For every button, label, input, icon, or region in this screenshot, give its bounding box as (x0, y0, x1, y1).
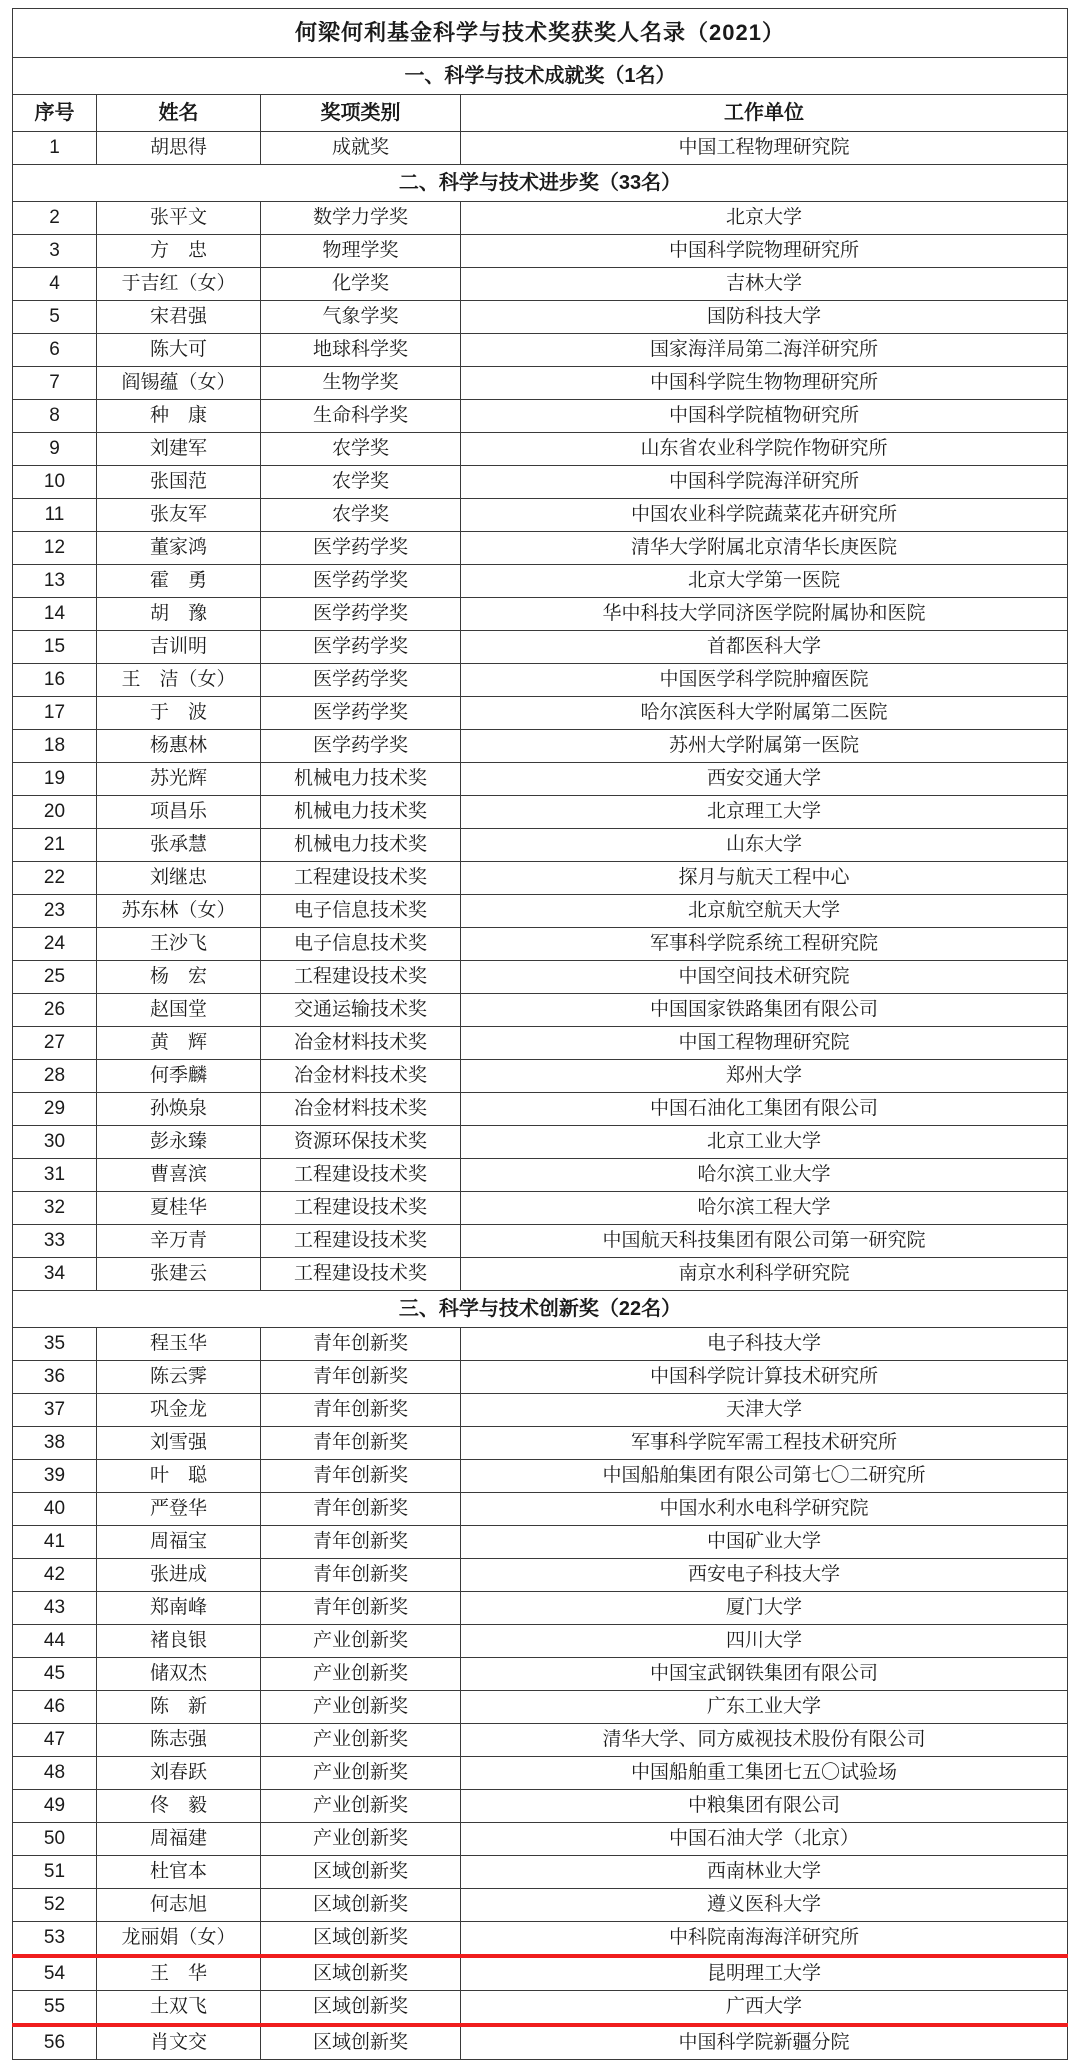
cell-name: 张国范 (97, 466, 261, 499)
cell-award: 产业创新奖 (261, 1757, 461, 1790)
cell-name: 苏光辉 (97, 763, 261, 796)
table-row (13, 132, 1068, 165)
table-row (13, 1394, 1068, 1427)
cell-unit: 广东工业大学 (461, 1691, 1068, 1724)
table-row (13, 796, 1068, 829)
cell-unit: 中国科学院新疆分院 (461, 2025, 1068, 2060)
cell-unit: 国家海洋局第二海洋研究所 (461, 334, 1068, 367)
cell-unit: 哈尔滨医科大学附属第二医院 (461, 697, 1068, 730)
cell-unit: 电子科技大学 (461, 1328, 1068, 1361)
cell-name: 项昌乐 (97, 796, 261, 829)
table-row (13, 1361, 1068, 1394)
cell-no: 53 (13, 1922, 97, 1957)
cell-unit: 中国科学院物理研究所 (461, 235, 1068, 268)
cell-award: 生物学奖 (261, 367, 461, 400)
cell-unit: 哈尔滨工业大学 (461, 1159, 1068, 1192)
table-row (13, 367, 1068, 400)
cell-unit: 中国宝武钢铁集团有限公司 (461, 1658, 1068, 1691)
cell-no: 10 (13, 466, 97, 499)
cell-unit: 四川大学 (461, 1625, 1068, 1658)
cell-name: 陈云霁 (97, 1361, 261, 1394)
table-row (13, 1460, 1068, 1493)
table-row (13, 1427, 1068, 1460)
table-header-row (13, 95, 1068, 132)
cell-no: 55 (13, 1991, 97, 2026)
cell-no: 2 (13, 202, 97, 235)
cell-no: 20 (13, 796, 97, 829)
cell-award: 产业创新奖 (261, 1823, 461, 1856)
cell-award: 冶金材料技术奖 (261, 1060, 461, 1093)
cell-unit: 山东省农业科学院作物研究所 (461, 433, 1068, 466)
section-heading-row (13, 58, 1068, 95)
cell-award: 区域创新奖 (261, 1991, 461, 2026)
cell-unit: 吉林大学 (461, 268, 1068, 301)
cell-no: 32 (13, 1192, 97, 1225)
section-heading: 二、科学与技术进步奖（33名） (13, 165, 1068, 202)
cell-award: 青年创新奖 (261, 1328, 461, 1361)
table-row (13, 268, 1068, 301)
cell-name: 陈大可 (97, 334, 261, 367)
cell-award: 农学奖 (261, 433, 461, 466)
cell-no: 4 (13, 268, 97, 301)
cell-award: 农学奖 (261, 499, 461, 532)
cell-name: 何季麟 (97, 1060, 261, 1093)
cell-unit: 苏州大学附属第一医院 (461, 730, 1068, 763)
cell-name: 周福建 (97, 1823, 261, 1856)
cell-unit: 昆明理工大学 (461, 1956, 1068, 1991)
cell-name: 土双飞 (97, 1991, 261, 2026)
cell-name: 褚良银 (97, 1625, 261, 1658)
cell-no: 11 (13, 499, 97, 532)
cell-unit: 中国科学院计算技术研究所 (461, 1361, 1068, 1394)
cell-no: 15 (13, 631, 97, 664)
cell-unit: 中国水利水电科学研究院 (461, 1493, 1068, 1526)
cell-name: 储双杰 (97, 1658, 261, 1691)
cell-unit: 中国医学科学院肿瘤医院 (461, 664, 1068, 697)
section-heading-row (13, 165, 1068, 202)
cell-no: 49 (13, 1790, 97, 1823)
cell-no: 45 (13, 1658, 97, 1691)
cell-no: 12 (13, 532, 97, 565)
table-row (13, 1823, 1068, 1856)
cell-name: 阎锡蕴（女） (97, 367, 261, 400)
cell-award: 机械电力技术奖 (261, 763, 461, 796)
cell-unit: 中国农业科学院蔬菜花卉研究所 (461, 499, 1068, 532)
cell-name: 杨惠林 (97, 730, 261, 763)
cell-unit: 军事科学院军需工程技术研究所 (461, 1427, 1068, 1460)
cell-award: 区域创新奖 (261, 1856, 461, 1889)
cell-no: 54 (13, 1956, 97, 1991)
cell-name: 方 忠 (97, 235, 261, 268)
cell-unit: 中国石油化工集团有限公司 (461, 1093, 1068, 1126)
table-row (13, 1658, 1068, 1691)
cell-award: 工程建设技术奖 (261, 862, 461, 895)
cell-name: 刘雪强 (97, 1427, 261, 1460)
cell-award: 产业创新奖 (261, 1658, 461, 1691)
cell-unit: 哈尔滨工程大学 (461, 1192, 1068, 1225)
cell-award: 冶金材料技术奖 (261, 1093, 461, 1126)
cell-name: 于 波 (97, 697, 261, 730)
cell-award: 医学药学奖 (261, 532, 461, 565)
cell-no: 35 (13, 1328, 97, 1361)
cell-name: 叶 聪 (97, 1460, 261, 1493)
cell-name: 董家鸿 (97, 532, 261, 565)
cell-unit: 中科院南海海洋研究所 (461, 1922, 1068, 1957)
cell-no: 47 (13, 1724, 97, 1757)
cell-name: 张平文 (97, 202, 261, 235)
cell-name: 刘继忠 (97, 862, 261, 895)
cell-name: 张进成 (97, 1559, 261, 1592)
cell-name: 王 洁（女） (97, 664, 261, 697)
cell-name: 种 康 (97, 400, 261, 433)
cell-unit: 广西大学 (461, 1991, 1068, 2026)
cell-award: 医学药学奖 (261, 565, 461, 598)
cell-name: 辛万青 (97, 1225, 261, 1258)
cell-award: 区域创新奖 (261, 1956, 461, 1991)
table-row (13, 1956, 1068, 1991)
cell-award: 农学奖 (261, 466, 461, 499)
table-row (13, 1856, 1068, 1889)
table-row (13, 1922, 1068, 1957)
cell-award: 生命科学奖 (261, 400, 461, 433)
cell-name: 张承慧 (97, 829, 261, 862)
section-heading: 一、科学与技术成就奖（1名） (13, 58, 1068, 95)
table-row (13, 862, 1068, 895)
cell-unit: 国防科技大学 (461, 301, 1068, 334)
cell-award: 区域创新奖 (261, 1922, 461, 1957)
cell-unit: 北京航空航天大学 (461, 895, 1068, 928)
table-row (13, 1159, 1068, 1192)
cell-no: 6 (13, 334, 97, 367)
cell-unit: 西安交通大学 (461, 763, 1068, 796)
cell-no: 18 (13, 730, 97, 763)
column-header-award: 奖项类别 (261, 95, 461, 132)
cell-no: 38 (13, 1427, 97, 1460)
table-row (13, 664, 1068, 697)
cell-unit: 北京大学第一医院 (461, 565, 1068, 598)
cell-name: 杜官本 (97, 1856, 261, 1889)
cell-award: 区域创新奖 (261, 1889, 461, 1922)
table-row (13, 1328, 1068, 1361)
table-row (13, 1889, 1068, 1922)
cell-unit: 中国科学院海洋研究所 (461, 466, 1068, 499)
cell-award: 交通运输技术奖 (261, 994, 461, 1027)
cell-award: 机械电力技术奖 (261, 796, 461, 829)
cell-award: 医学药学奖 (261, 598, 461, 631)
cell-award: 数学力学奖 (261, 202, 461, 235)
cell-no: 42 (13, 1559, 97, 1592)
cell-name: 吉训明 (97, 631, 261, 664)
column-header-no: 序号 (13, 95, 97, 132)
cell-award: 青年创新奖 (261, 1361, 461, 1394)
table-row (13, 994, 1068, 1027)
table-row (13, 928, 1068, 961)
table-row (13, 1225, 1068, 1258)
cell-unit: 天津大学 (461, 1394, 1068, 1427)
cell-no: 17 (13, 697, 97, 730)
cell-unit: 中国船舶集团有限公司第七〇二研究所 (461, 1460, 1068, 1493)
table-row (13, 763, 1068, 796)
page-title: 何梁何利基金科学与技术奖获奖人名录（2021） (13, 9, 1068, 58)
table-row (13, 466, 1068, 499)
table-row (13, 1991, 1068, 2026)
cell-award: 产业创新奖 (261, 1724, 461, 1757)
cell-no: 9 (13, 433, 97, 466)
cell-no: 1 (13, 132, 97, 165)
cell-no: 34 (13, 1258, 97, 1291)
cell-no: 7 (13, 367, 97, 400)
cell-award: 地球科学奖 (261, 334, 461, 367)
table-row (13, 1757, 1068, 1790)
table-row (13, 1093, 1068, 1126)
cell-award: 青年创新奖 (261, 1592, 461, 1625)
table-row (13, 235, 1068, 268)
cell-award: 电子信息技术奖 (261, 895, 461, 928)
table-row (13, 334, 1068, 367)
cell-unit: 山东大学 (461, 829, 1068, 862)
cell-unit: 南京水利科学研究院 (461, 1258, 1068, 1291)
cell-award: 工程建设技术奖 (261, 1258, 461, 1291)
cell-award: 医学药学奖 (261, 697, 461, 730)
cell-no: 5 (13, 301, 97, 334)
table-row (13, 1559, 1068, 1592)
cell-award: 工程建设技术奖 (261, 1192, 461, 1225)
cell-name: 王沙飞 (97, 928, 261, 961)
cell-name: 严登华 (97, 1493, 261, 1526)
cell-name: 杨 宏 (97, 961, 261, 994)
cell-unit: 中国工程物理研究院 (461, 132, 1068, 165)
table-row (13, 1258, 1068, 1291)
cell-name: 程玉华 (97, 1328, 261, 1361)
document-title-row (13, 9, 1068, 58)
table-row (13, 1592, 1068, 1625)
cell-no: 13 (13, 565, 97, 598)
cell-no: 26 (13, 994, 97, 1027)
table-row (13, 697, 1068, 730)
table-row (13, 730, 1068, 763)
cell-no: 24 (13, 928, 97, 961)
cell-no: 36 (13, 1361, 97, 1394)
cell-award: 冶金材料技术奖 (261, 1027, 461, 1060)
table-row (13, 895, 1068, 928)
table-row (13, 1027, 1068, 1060)
cell-name: 于吉红（女） (97, 268, 261, 301)
cell-no: 33 (13, 1225, 97, 1258)
cell-no: 46 (13, 1691, 97, 1724)
section-heading-row (13, 1291, 1068, 1328)
cell-award: 青年创新奖 (261, 1526, 461, 1559)
table-row (13, 433, 1068, 466)
cell-name: 彭永臻 (97, 1126, 261, 1159)
cell-award: 产业创新奖 (261, 1790, 461, 1823)
cell-unit: 西安电子科技大学 (461, 1559, 1068, 1592)
cell-unit: 中国国家铁路集团有限公司 (461, 994, 1068, 1027)
cell-award: 区域创新奖 (261, 2025, 461, 2060)
cell-no: 27 (13, 1027, 97, 1060)
table-row (13, 1790, 1068, 1823)
cell-name: 张友军 (97, 499, 261, 532)
cell-no: 39 (13, 1460, 97, 1493)
table-row (13, 1060, 1068, 1093)
cell-no: 43 (13, 1592, 97, 1625)
table-row (13, 1691, 1068, 1724)
cell-no: 40 (13, 1493, 97, 1526)
cell-name: 霍 勇 (97, 565, 261, 598)
cell-unit: 西南林业大学 (461, 1856, 1068, 1889)
table-row (13, 499, 1068, 532)
table-row (13, 961, 1068, 994)
cell-no: 25 (13, 961, 97, 994)
cell-name: 郑南峰 (97, 1592, 261, 1625)
cell-name: 夏桂华 (97, 1192, 261, 1225)
cell-unit: 北京工业大学 (461, 1126, 1068, 1159)
cell-no: 28 (13, 1060, 97, 1093)
cell-no: 22 (13, 862, 97, 895)
cell-award: 成就奖 (261, 132, 461, 165)
cell-no: 14 (13, 598, 97, 631)
cell-award: 医学药学奖 (261, 664, 461, 697)
cell-no: 41 (13, 1526, 97, 1559)
cell-award: 青年创新奖 (261, 1394, 461, 1427)
cell-award: 工程建设技术奖 (261, 961, 461, 994)
cell-award: 化学奖 (261, 268, 461, 301)
cell-unit: 厦门大学 (461, 1592, 1068, 1625)
cell-name: 宋君强 (97, 301, 261, 334)
cell-unit: 中国空间技术研究院 (461, 961, 1068, 994)
cell-award: 青年创新奖 (261, 1427, 461, 1460)
cell-name: 苏东林（女） (97, 895, 261, 928)
cell-name: 肖文交 (97, 2025, 261, 2060)
cell-name: 龙丽娟（女） (97, 1922, 261, 1957)
cell-no: 56 (13, 2025, 97, 2060)
award-roster-table (12, 8, 1068, 2060)
table-row (13, 202, 1068, 235)
section-heading: 三、科学与技术创新奖（22名） (13, 1291, 1068, 1328)
cell-award: 医学药学奖 (261, 631, 461, 664)
cell-name: 胡 豫 (97, 598, 261, 631)
cell-name: 佟 毅 (97, 1790, 261, 1823)
table-row (13, 1493, 1068, 1526)
cell-name: 陈志强 (97, 1724, 261, 1757)
table-row (13, 829, 1068, 862)
cell-award: 产业创新奖 (261, 1691, 461, 1724)
cell-award: 医学药学奖 (261, 730, 461, 763)
cell-no: 21 (13, 829, 97, 862)
cell-name: 黄 辉 (97, 1027, 261, 1060)
cell-name: 周福宝 (97, 1526, 261, 1559)
cell-award: 机械电力技术奖 (261, 829, 461, 862)
table-row (13, 631, 1068, 664)
cell-no: 31 (13, 1159, 97, 1192)
cell-unit: 中国石油大学（北京） (461, 1823, 1068, 1856)
column-header-unit: 工作单位 (461, 95, 1068, 132)
cell-name: 孙焕泉 (97, 1093, 261, 1126)
cell-name: 陈 新 (97, 1691, 261, 1724)
cell-no: 30 (13, 1126, 97, 1159)
cell-unit: 中国工程物理研究院 (461, 1027, 1068, 1060)
cell-unit: 郑州大学 (461, 1060, 1068, 1093)
table-row (13, 565, 1068, 598)
cell-unit: 中国科学院植物研究所 (461, 400, 1068, 433)
cell-award: 青年创新奖 (261, 1559, 461, 1592)
cell-no: 23 (13, 895, 97, 928)
table-row (13, 1625, 1068, 1658)
cell-no: 52 (13, 1889, 97, 1922)
cell-no: 37 (13, 1394, 97, 1427)
cell-unit: 中粮集团有限公司 (461, 1790, 1068, 1823)
cell-name: 赵国堂 (97, 994, 261, 1027)
cell-award: 产业创新奖 (261, 1625, 461, 1658)
cell-name: 何志旭 (97, 1889, 261, 1922)
cell-unit: 中国科学院生物物理研究所 (461, 367, 1068, 400)
cell-no: 3 (13, 235, 97, 268)
cell-unit: 中国矿业大学 (461, 1526, 1068, 1559)
cell-unit: 清华大学附属北京清华长庚医院 (461, 532, 1068, 565)
cell-award: 工程建设技术奖 (261, 1159, 461, 1192)
cell-name: 曹喜滨 (97, 1159, 261, 1192)
table-row (13, 532, 1068, 565)
roster-body (13, 9, 1068, 2060)
table-row (13, 2025, 1068, 2060)
cell-no: 50 (13, 1823, 97, 1856)
cell-award: 资源环保技术奖 (261, 1126, 461, 1159)
cell-name: 刘建军 (97, 433, 261, 466)
cell-unit: 中国航天科技集团有限公司第一研究院 (461, 1225, 1068, 1258)
cell-award: 物理学奖 (261, 235, 461, 268)
cell-name: 胡思得 (97, 132, 261, 165)
cell-unit: 首都医科大学 (461, 631, 1068, 664)
cell-award: 青年创新奖 (261, 1493, 461, 1526)
table-row (13, 301, 1068, 334)
cell-name: 王 华 (97, 1956, 261, 1991)
table-row (13, 1724, 1068, 1757)
cell-unit: 北京大学 (461, 202, 1068, 235)
cell-award: 青年创新奖 (261, 1460, 461, 1493)
cell-name: 张建云 (97, 1258, 261, 1291)
cell-no: 51 (13, 1856, 97, 1889)
table-row (13, 1126, 1068, 1159)
table-row (13, 598, 1068, 631)
cell-no: 48 (13, 1757, 97, 1790)
cell-no: 29 (13, 1093, 97, 1126)
cell-unit: 华中科技大学同济医学院附属协和医院 (461, 598, 1068, 631)
cell-award: 电子信息技术奖 (261, 928, 461, 961)
table-row (13, 1526, 1068, 1559)
cell-unit: 北京理工大学 (461, 796, 1068, 829)
column-header-name: 姓名 (97, 95, 261, 132)
cell-no: 19 (13, 763, 97, 796)
cell-unit: 清华大学、同方威视技术股份有限公司 (461, 1724, 1068, 1757)
cell-award: 气象学奖 (261, 301, 461, 334)
cell-no: 8 (13, 400, 97, 433)
cell-no: 16 (13, 664, 97, 697)
cell-award: 工程建设技术奖 (261, 1225, 461, 1258)
cell-no: 44 (13, 1625, 97, 1658)
cell-unit: 遵义医科大学 (461, 1889, 1068, 1922)
cell-name: 刘春跃 (97, 1757, 261, 1790)
cell-name: 巩金龙 (97, 1394, 261, 1427)
cell-unit: 探月与航天工程中心 (461, 862, 1068, 895)
table-row (13, 400, 1068, 433)
cell-unit: 中国船舶重工集团七五〇试验场 (461, 1757, 1068, 1790)
cell-unit: 军事科学院系统工程研究院 (461, 928, 1068, 961)
table-row (13, 1192, 1068, 1225)
